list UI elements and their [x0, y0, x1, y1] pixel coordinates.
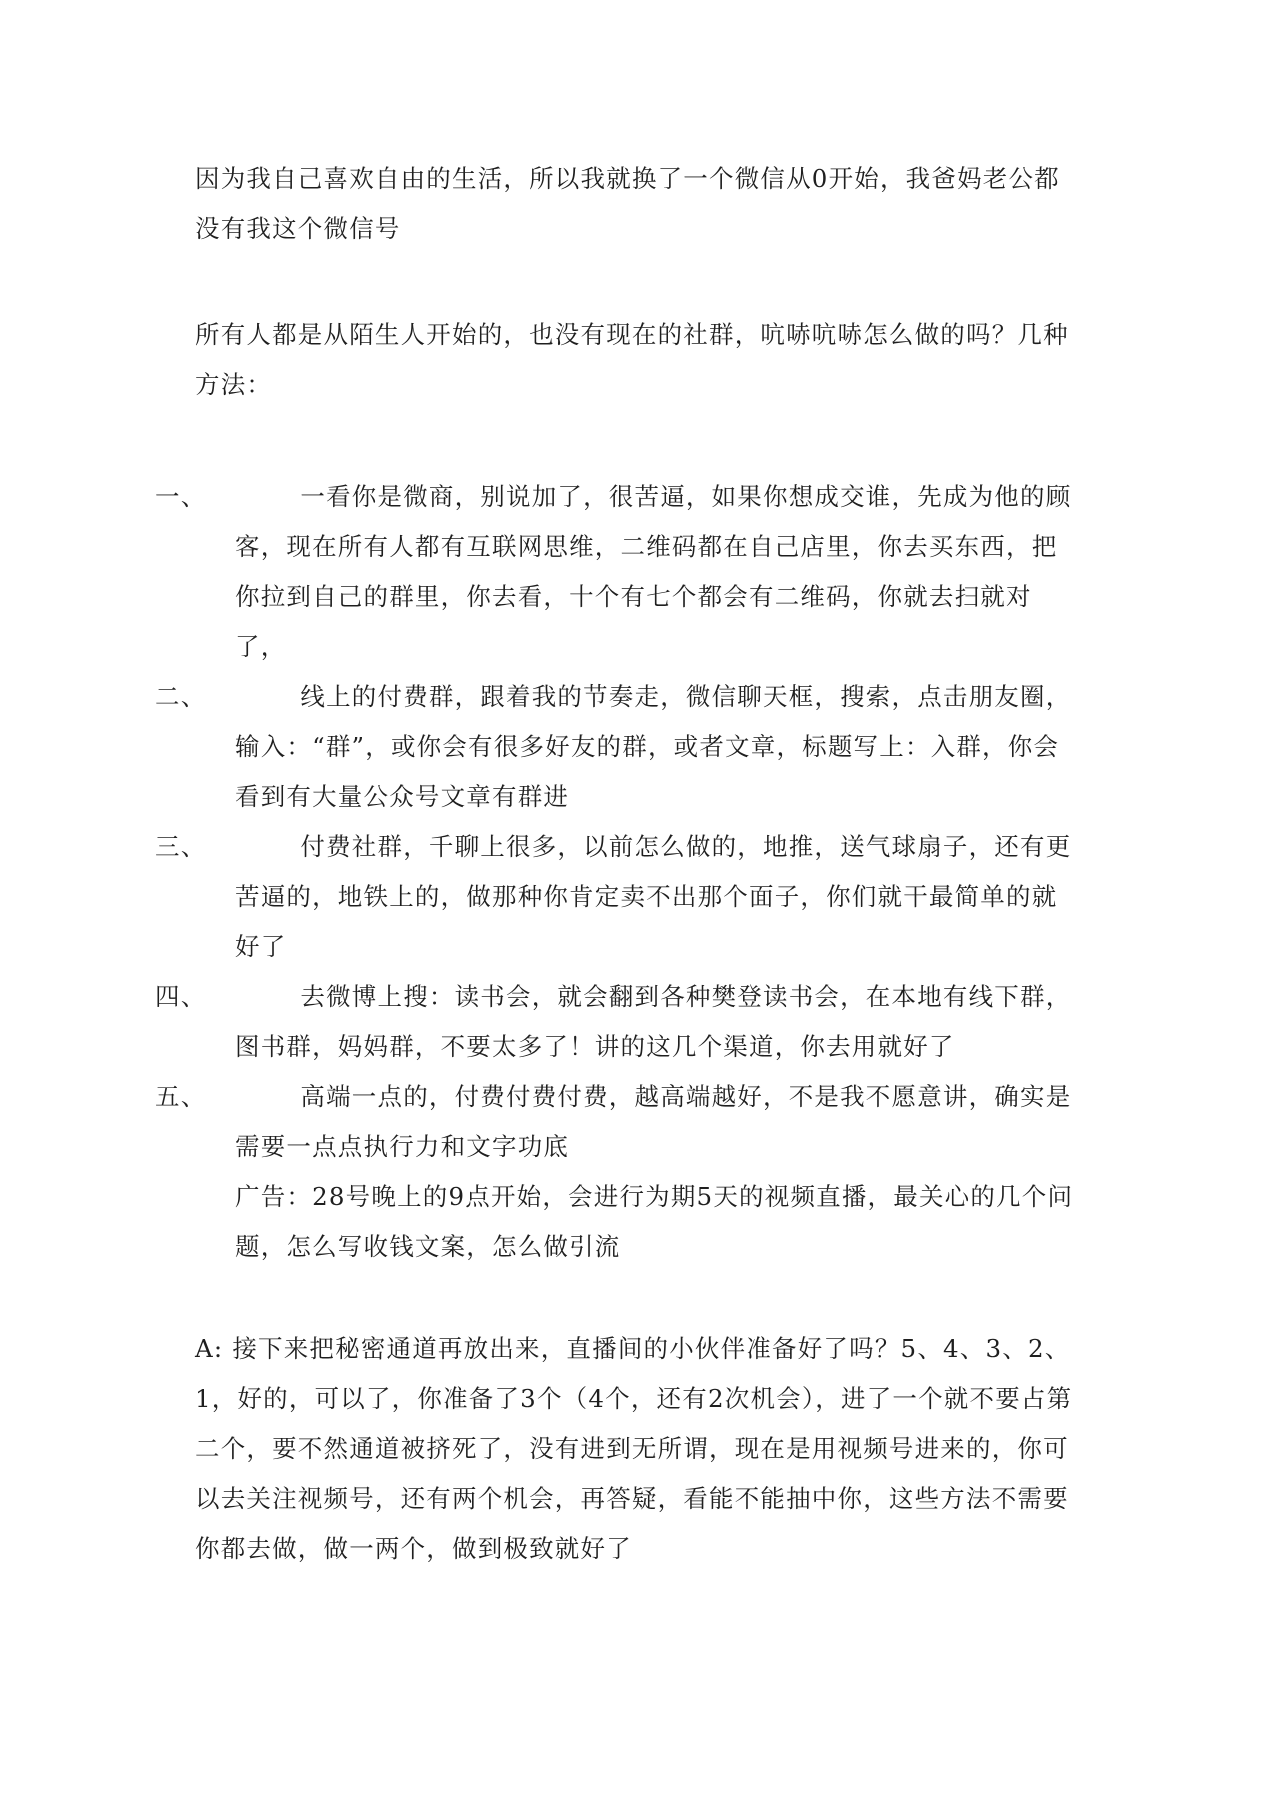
- list-item: [155, 472, 1080, 672]
- list-item: [155, 972, 1080, 1072]
- intro-paragraph: 因为我自己喜欢自由的生活，所以我就换了一个微信从0开始，我爸妈老公都没有我这个微信号: [195, 164, 1060, 243]
- list-item-text: 线上的付费群，跟着我的节奏走，微信聊天框，搜索，点击朋友圈，输入：“群”，或你会有很多好友的群，或者文章，标题写上：入群，你会看到有大量公众号文章有群进: [235, 682, 1072, 811]
- spacer: [195, 254, 1080, 310]
- list-item-text: 高端一点的，付费付费付费，越高端越好，不是我不愿意讲，确实是需要一点点执行力和文字功底: [235, 1082, 1072, 1161]
- list-marker: 四、: [155, 982, 207, 1011]
- document-page: [155, 154, 1080, 1574]
- list-item: [155, 672, 1080, 822]
- methods-intro-paragraph: 所有人都是从陌生人开始的，也没有现在的社群，吭哧吭哧怎么做的吗？几种方法：: [195, 320, 1069, 399]
- ad-paragraph: 广告：28号晚上的9点开始，会进行为期5天的视频直播，最关心的几个问题，怎么写收钱文案，怎么做引流: [235, 1182, 1074, 1261]
- list-marker: 二、: [155, 682, 207, 711]
- qa-paragraph: A: 接下来把秘密通道再放出来，直播间的小伙伴准备好了吗？5、4、3、2、1，好的，可以了，你准备了3个（4个，还有2次机会），进了一个就不要占第二个，要不然通道被挤死了，没有进到无所谓，现在是用视频号进来的，你可以去关注视频号，还有两个机会，再答疑，看能不能抽中你，这些方法不需要你都去做，做一两个，做到极致就好了: [195, 1334, 1073, 1563]
- list-marker: 五、: [155, 1082, 207, 1111]
- list-item: [155, 1072, 1080, 1172]
- list-marker: 三、: [155, 832, 207, 861]
- methods-list: [155, 472, 1080, 1172]
- list-item-text: 去微博上搜：读书会，就会翻到各种樊登读书会，在本地有线下群，图书群，妈妈群，不要太多了！讲的这几个渠道，你去用就好了: [235, 982, 1072, 1061]
- list-item-text: 一看你是微商，别说加了，很苦逼，如果你想成交谁，先成为他的顾客，现在所有人都有互联网思维，二维码都在自己店里，你去买东西，把你拉到自己的群里，你去看，十个有七个都会有二维码，你就去扫就对了，: [235, 482, 1072, 661]
- list-item: [155, 822, 1080, 972]
- list-item-text: 付费社群，千聊上很多，以前怎么做的，地推，送气球扇子，还有更苦逼的，地铁上的，做那种你肯定卖不出那个面子，你们就干最简单的就好了: [235, 832, 1072, 961]
- spacer: [195, 410, 1080, 472]
- spacer: [195, 1272, 1080, 1324]
- list-marker: 一、: [155, 482, 207, 511]
